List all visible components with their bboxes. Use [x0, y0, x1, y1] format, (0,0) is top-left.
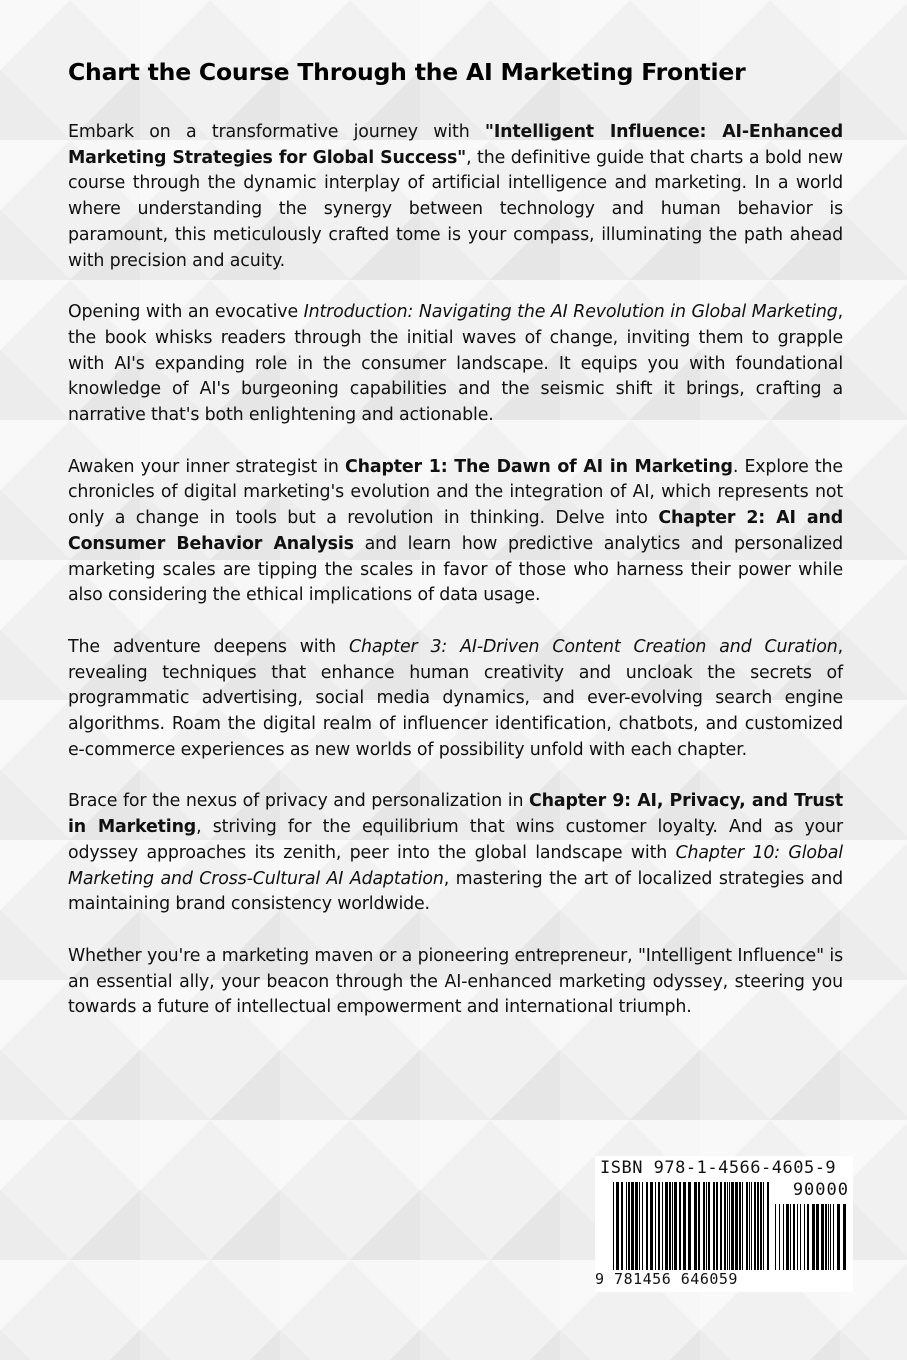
paragraph-chapter-3: The adventure deepens with Chapter 3: AI-Driven Content Creation and Curation, revealing techniques that enhance human creativity and uncloak the secrets of programmatic advertising, social media dynamics, and ever-evolving search engine algorithms. Roam the digital realm of influencer identification, chatbots, and customized e-commerce experiences as new worlds of possibility unfold with each chapter. — [68, 636, 843, 760]
chapter-9-title: Chapter 9: AI, Privacy, and Trust in Marketing — [68, 791, 843, 838]
chapter-2-title: Chapter 2: AI and Consumer Behavior Analysis — [68, 508, 843, 554]
introduction-title: Introduction: Navigating the AI Revolution in Global Marketing — [303, 302, 838, 323]
ean-barcode-bars — [613, 1182, 771, 1270]
chapter-3-title: Chapter 3: AI-Driven Content Creation and Curation — [349, 636, 838, 657]
paragraph-introduction-chapter: Opening with an evocative Introduction: Navigating the AI Revolution in Global Marketing, the book whisks readers through the initial waves of change, inviting them to grapple with AI's expanding role in the consumer landscape. It equips you with foundational knowledge of AI's burgeoning capabilities and the seismic shift it brings, crafting a narrative that's both enlightening and actionable. — [68, 302, 843, 426]
paragraph-chapters-1-2: Awaken your inner strategist in Chapter 1: The Dawn of AI in Marketing. Explore the chronicles of digital marketing's evolution and the integration of AI, which represents not only a change in tools but a revolution in thinking. Delve into Chapter 2: AI and Consumer Behavior Analysis and learn how predictive analytics and personalized marketing scales are tipping the scales in favor of those who harness their power while also considering the ethical implications of data usage. — [68, 456, 843, 606]
price-addon-number: 90000 — [792, 1180, 849, 1200]
back-cover-text — [68, 50, 843, 1047]
ean-digits: 9 781456 646059 — [595, 1270, 738, 1288]
page-title: Chart the Course Through the AI Marketing Frontier — [68, 58, 746, 86]
isbn-barcode — [595, 1156, 853, 1292]
paragraph-intro: Embark on a transformative journey with "Intelligent Influence: AI-Enhanced Marketing Strategies for Global Success", the definitive guide that charts a bold new course through the dynamic interplay of artificial intelligence and marketing. In a world where understanding the synergy between technology and human behavior is paramount, this meticulously crafted tome is your compass, illuminating the path ahead with precision and acuity. — [68, 122, 843, 271]
paragraph-closing: Whether you're a marketing maven or a pioneering entrepreneur, "Intelligent Influence" is an essential ally, your beacon through the AI-enhanced marketing odyssey, steering you towards a future of intellectual empowerment and international triumph. — [68, 945, 843, 1018]
addon-barcode-bars — [775, 1204, 849, 1270]
book-title: "Intelligent Influence: AI-Enhanced Marketing Strategies for Global Success" — [68, 122, 843, 168]
chapter-1-title: Chapter 1: The Dawn of AI in Marketing — [345, 456, 733, 477]
isbn-number: ISBN 978-1-4566-4605-9 — [600, 1158, 837, 1178]
paragraph-chapters-9-10: Brace for the nexus of privacy and personalization in Chapter 9: AI, Privacy, and Trust in Marketing, striving for the equilibrium that wins customer loyalty. And as your odyssey approaches its zenith, peer into the global landscape with Chapter 10: Global Marketing and Cross-Cultural AI Adaptation, mastering the art of localized strategies and maintaining brand consistency worldwide. — [68, 791, 844, 915]
chapter-10-title: Chapter 10: Global Marketing and Cross-Cultural AI Adaptation — [68, 842, 843, 889]
